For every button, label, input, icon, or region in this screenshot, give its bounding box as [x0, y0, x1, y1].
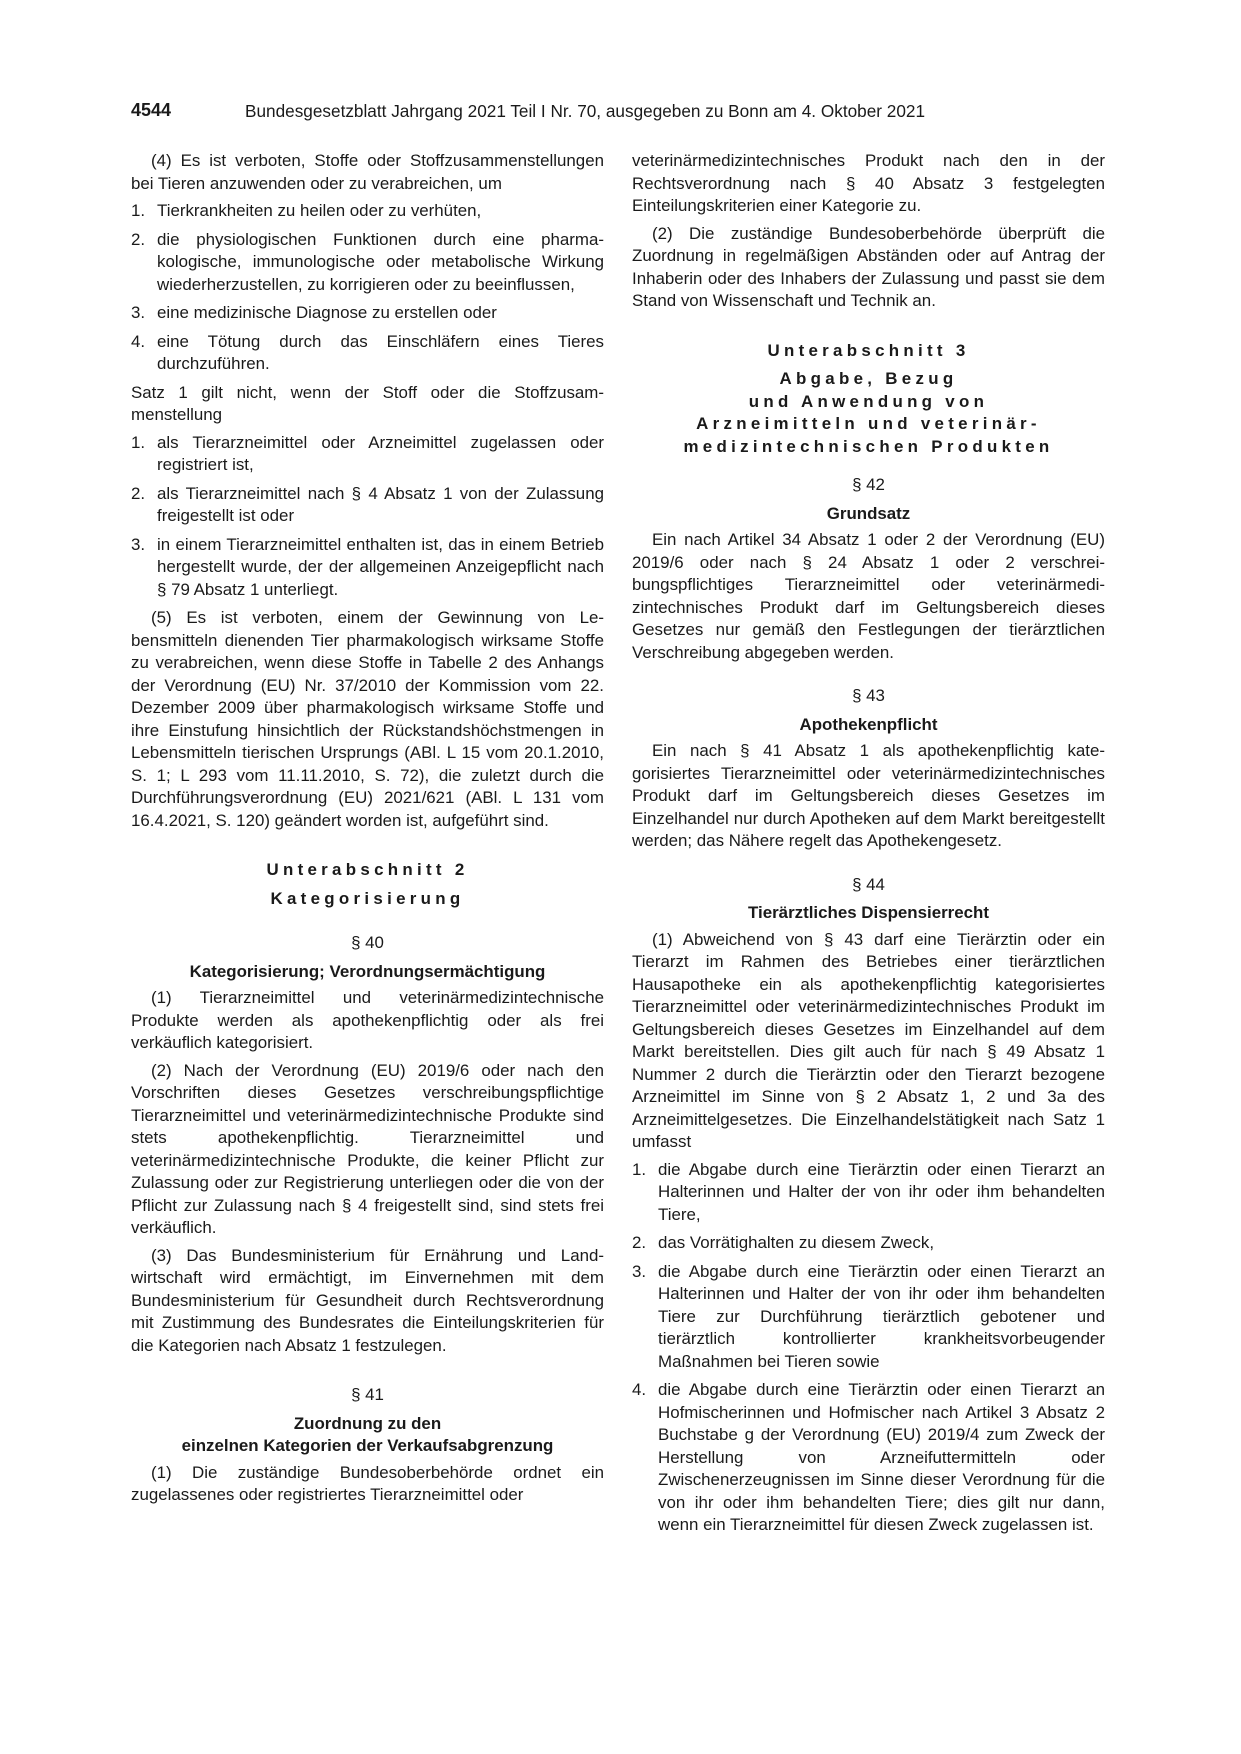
list-item [632, 1261, 1105, 1374]
satz-1-exception: Satz 1 gilt nicht, wenn der Stoff oder die Stoffzusammenstellung [131, 382, 604, 424]
list-number: 4. [632, 1380, 647, 1399]
list-item [632, 1232, 1105, 1255]
list-number: 3. [131, 534, 146, 554]
right-column [632, 150, 1105, 1543]
list-number: 3. [131, 303, 146, 322]
section-40-paragraph-1: (1) Tierarzneimittel und veterinärmedizintechnische Produkte werden als apothekenpflichtig oder als frei verkäuflich kategorisiert. [131, 988, 604, 1052]
section-43-paragraph: Ein nach § 41 Absatz 1 als apothekenpflichtig kategorisiertes Tierarzneimittel oder veterinärmedizintechnisches Produkt darf im Geltungsbereich dieses Gesetzes im Einzelhandel nur durch Apotheken auf dem Markt bereitgestellt werden; das Nähere regelt das Apothekengesetz. [632, 741, 1105, 850]
section-number: § 42 [852, 475, 885, 494]
subsection-title: Kategorisierung [270, 888, 465, 908]
list-item [632, 1379, 1105, 1537]
subsection-title-line-4: medizintechnischen Produkten [683, 436, 1054, 456]
list-text: eine Tötung durch das Einschläfern eines Tieres durchzuführen. [157, 331, 604, 373]
subsection-label: Unterabschnitt 2 [266, 860, 469, 879]
section-title: Kategorisierung; Verordnungsermächtigung [189, 961, 546, 981]
left-column [131, 150, 604, 1512]
section-number: § 44 [852, 874, 885, 894]
list-text: das Vorrätighalten zu diesem Zweck, [658, 1233, 935, 1252]
section-number: § 40 [351, 933, 384, 952]
paragraph-5: (5) Es ist verboten, einem der Gewinnung von Lebensmitteln dienenden Tier pharmakologisch wirksame Stoffe zu verabreichen, wenn diese Stoffe in Tabelle 2 des Anhangs der Verordnung (EU) Nr. 37/2010 der Kommission vom 22. Dezember 2009 über pharmakologisch wirksame Stoffe und ihre Einstufung hinsichtlich der Rückstandshöchstmengen in Lebensmitteln tierischen Ursprungs (ABl. L 15 vom 20.1.2010, S. 1; L 293 vom 11.11.2010, S. 72), die zuletzt durch die Durchführungsverordnung (EU) 2021/621 (ABl. L 131 vom 16.4.2021, S. 120) geändert worden ist, aufgeführt sind. [131, 608, 604, 830]
section-title: Tierärztliches Dispensierrecht [748, 903, 989, 922]
subsection-title-line-3: Arzneimitteln und veterinär- [696, 414, 1041, 433]
list-number: 2. [632, 1233, 647, 1252]
section-42-paragraph: Ein nach Artikel 34 Absatz 1 oder 2 der Verordnung (EU) 2019/6 oder nach § 24 Absatz 1 oder 2 verschreibungspflichtiges Tierarzneimittel oder veterinärmedizintechnisches Produkt darf im Geltungsbereich dieses Gesetzes nur gemäß den Festlegungen der tierärztlichen Verschreibung abgegeben werden. [632, 530, 1105, 662]
section-title: Grundsatz [826, 503, 911, 523]
list-number: 1. [131, 201, 146, 220]
section-40-paragraph-2: (2) Nach der Verordnung (EU) 2019/6 oder nach den Vorschriften dieses Gesetzes verschreibungspflichtige Tierarzneimittel und veterinärmedizintechnische Produkte sind stets apothekenpflichtig. Tierarzneimittel und veterinärmedizintechnische Produkte, die keiner Pflicht zur Zulassung oder zur Registrierung unterliegen oder die von der Pflicht zur Zulassung nach § 4 freigestellt sind, sind stets frei verkäuflich. [131, 1060, 604, 1237]
list-text: als Tierarzneimittel oder Arzneimittel zugelassen oder registriert ist, [157, 432, 604, 474]
list-number: 3. [632, 1261, 647, 1281]
running-header [131, 100, 981, 126]
section-title: Apothekenpflicht [799, 714, 938, 734]
list-text: die physiologischen Funktionen durch eine pharmakologische, immunologische oder metabolische Wirkung wiederherzustellen, zu korrigieren oder zu beeinflussen, [157, 229, 604, 294]
list-text: die Abgabe durch eine Tierärztin oder einen Tierarzt an Halterinnen und Halter der von ihr oder ihm behandelten Tiere zur Durchführung tierärztlich gebotener und tierärztlich kontrollierter krankheitsvorbeugender Maßnahmen bei Tieren sowie [658, 1261, 1105, 1371]
list-item [131, 534, 604, 602]
section-title-line-2: einzelnen Kategorien der Verkaufsabgrenzung [181, 1436, 554, 1455]
section-number: § 41 [351, 1385, 384, 1404]
section-41-paragraph-1-start: (1) Die zuständige Bundesoberbehörde ordnet ein zugelassenes oder registriertes Tierarzneimittel oder [131, 1462, 604, 1504]
list-item [632, 1159, 1105, 1227]
list-text: als Tierarzneimittel nach § 4 Absatz 1 von der Zulassung freigestellt ist oder [157, 483, 604, 525]
section-title-line-1: Zuordnung zu den [293, 1413, 442, 1433]
list-number: 2. [131, 483, 146, 503]
subsection-title-line-1: Abgabe, Bezug [779, 369, 958, 388]
list-item [131, 331, 604, 376]
list-text: in einem Tierarzneimittel enthalten ist, das in einem Betrieb hergestellt wurde, der der allgemeinen Anzeigepflicht nach § 79 Absatz 1 unterliegt. [157, 534, 604, 599]
list-text: eine medizinische Diagnose zu erstellen oder [157, 303, 497, 322]
list-item [131, 432, 604, 477]
section-41-paragraph-1-continuation: veterinärmedizintechnisches Produkt nach den in der Rechtsverordnung nach § 40 Absatz 3 festgelegten Einteilungskriterien einer Kategorie zu. [632, 151, 1105, 215]
section-40-paragraph-3: (3) Das Bundesministerium für Ernährung und Landwirtschaft wird ermächtigt, im Einvernehmen mit dem Bundesministerium für Gesundheit durch Rechtsverordnung mit Zustimmung des Bundesrates die Einteilungskriterien für die Kategorien nach Absatz 1 festzulegen. [131, 1245, 604, 1355]
gazette-title: Bundesgesetzblatt Jahrgang 2021 Teil I Nr. 70, ausgegeben zu Bonn am 4. Oktober 2021 [245, 101, 926, 121]
list-text: die Abgabe durch eine Tierärztin oder einen Tierarzt an Halterinnen und Halter der von ihr oder ihm behandelten Tiere, [658, 1159, 1105, 1224]
list-item [131, 483, 604, 528]
list-number: 1. [131, 432, 146, 452]
paragraph-4-intro: (4) Es ist verboten, Stoffe oder Stoffzusammenstellungen bei Tieren anzuwenden oder zu verabreichen, um [131, 151, 604, 193]
list-number: 2. [131, 229, 146, 249]
section-44-paragraph-1: (1) Abweichend von § 43 darf eine Tierärztin oder ein Tierarzt im Rahmen des Betriebes einer tierärztlichen Hausapotheke ein als apothekenpflichtig kategorisiertes Tierarzneimittel oder veterinärmedizintechnisches Produkt im Geltungsbereich dieses Gesetzes im Einzelhandel auf dem Markt bereitstellen. Dies gilt auch für nach § 49 Absatz 1 Nummer 2 durch die Tierärztin oder den Tierarzt bezogene Arzneimittel im Sinne von § 2 Absatz 1, 2 und 3a des Arzneimittelgesetzes. Die Einzelhandelstätigkeit nach Satz 1 umfasst [632, 929, 1105, 1151]
list-number: 1. [632, 1159, 647, 1179]
list-item [131, 229, 604, 297]
list-text: Tierkrankheiten zu heilen oder zu verhüten, [157, 201, 482, 220]
list-number: 4. [131, 331, 146, 351]
section-number: § 43 [852, 686, 885, 705]
section-41-paragraph-2: (2) Die zuständige Bundesoberbehörde überprüft die Zuordnung in regelmäßigen Abständen oder auf Antrag der Inhaberin oder des Inhabers der Zulassung und passt sie dem Stand von Wissenschaft und Technik an. [632, 223, 1105, 310]
page-number: 4544 [131, 100, 172, 120]
list-item [131, 200, 604, 223]
list-item [131, 302, 604, 325]
list-text: die Abgabe durch eine Tierärztin oder einen Tierarzt an Hofmischerinnen und Hofmischer nach Artikel 3 Absatz 2 Buchstabe g der Verordnung (EU) 2019/4 zum Zweck der Herstellung von Arzneifuttermitteln oder Zwischenerzeugnissen im Sinne dieser Verordnung für die von ihr oder ihm behandelten Tiere; dies gilt nur dann, wenn ein Tierarzneimittel für diesen Zweck zugelassen ist. [658, 1380, 1105, 1534]
subsection-label: Unterabschnitt 3 [767, 340, 970, 360]
subsection-title-line-2: und Anwendung von [748, 391, 989, 411]
